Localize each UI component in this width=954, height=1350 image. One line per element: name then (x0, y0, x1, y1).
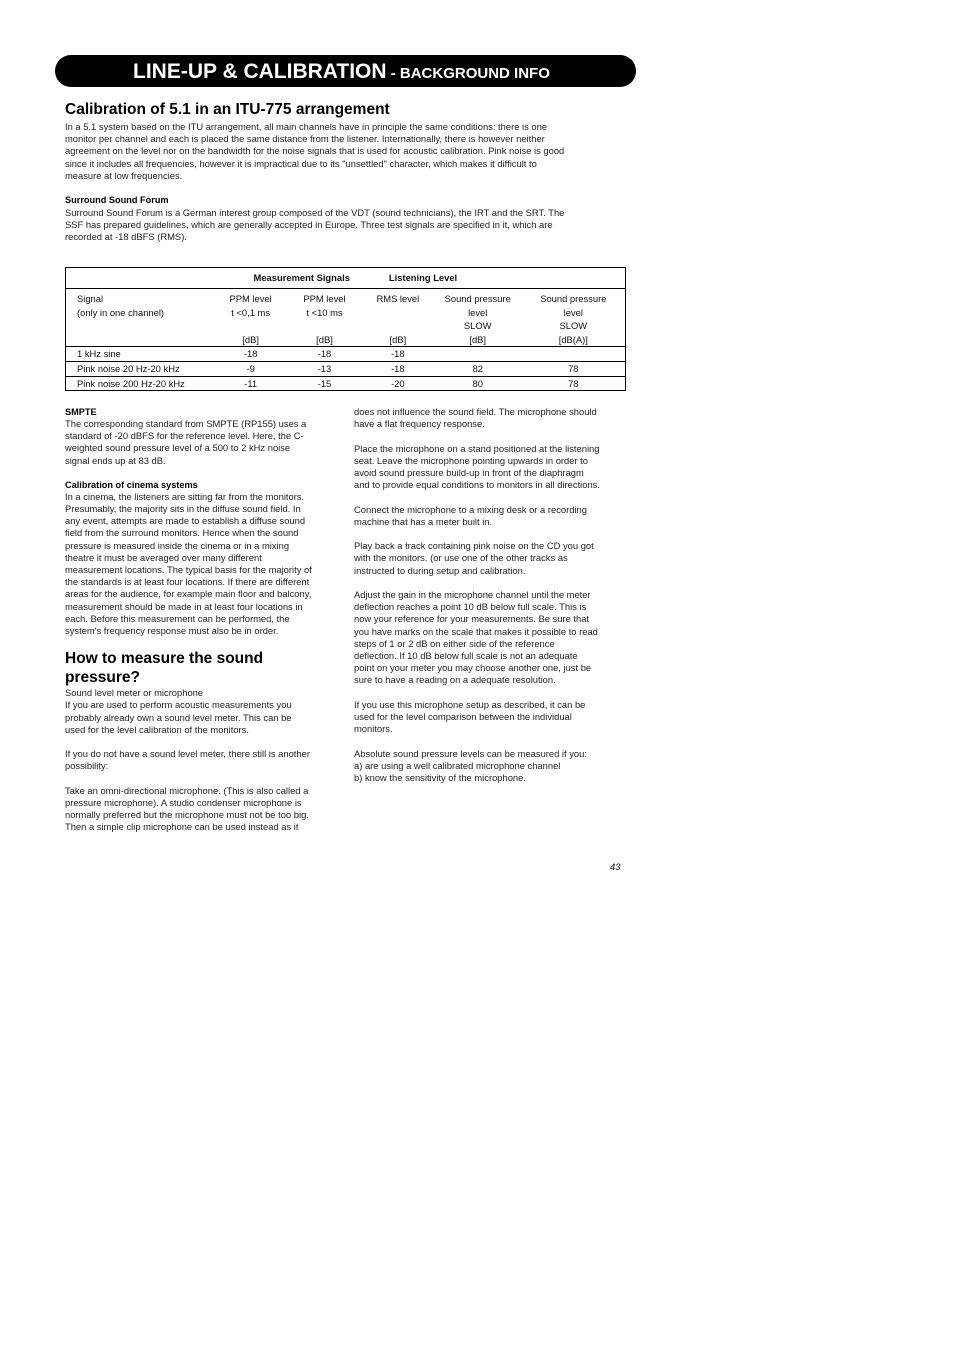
paragraph (65, 785, 340, 834)
left-column (65, 406, 340, 834)
paragraph (354, 699, 629, 736)
text-line: measure at low frequencies. (65, 169, 183, 181)
column-header (66, 319, 215, 333)
column-header: (only in one channel) (77, 306, 165, 318)
text-line: agreement on the level nor on the bandwidth for the noise signals that is used for acoustic calibration. Pink noise is good (65, 145, 565, 157)
section-cinema-text (65, 491, 340, 637)
paragraph (65, 687, 340, 736)
table-header-row (66, 289, 626, 306)
text-line: Take an omni-directional microphone. (This is also called a (65, 784, 309, 796)
text-line: Place the microphone on a stand positioned at the listening (354, 442, 600, 454)
section-smpte-text (65, 418, 340, 467)
section-itu-text (65, 121, 625, 182)
text-line: does not influence the sound field. The microphone should (354, 406, 597, 417)
text-line: now your reference for your measurements. Be sure that (354, 613, 590, 625)
table-cell: Pink noise 20 Hz-20 kHz (66, 361, 215, 376)
column-header (287, 319, 362, 333)
paragraph (65, 748, 340, 772)
text-line: any event, attempts are made to establish a diffuse sound (65, 515, 306, 527)
table-cell: -18 (287, 347, 362, 362)
text-line: you have marks on the scale that makes it possible to read (354, 625, 598, 637)
page-number: 43 (610, 861, 621, 872)
paragraph (354, 540, 629, 577)
text-line: monitors. (354, 723, 393, 735)
unit-cell: [dB] (287, 333, 362, 347)
table-cell: 82 (434, 361, 522, 376)
page-title-main: LINE-UP & CALIBRATION (133, 60, 387, 83)
table-header-row (66, 319, 626, 333)
text-line: system's frequency response must also be in order. (65, 625, 279, 637)
text-line: measurement locations. The typical basis for the majority of (65, 564, 312, 576)
text-line: machine that has a meter built in. (354, 515, 493, 527)
text-line: probably already own a sound level meter. This can be (65, 711, 292, 723)
text-line: and to provide equal conditions to monitors in all directions. (354, 479, 600, 491)
column-header (214, 319, 287, 333)
column-header: PPM level (229, 293, 272, 304)
unit-cell: [dB] (362, 333, 434, 347)
paragraph (354, 748, 629, 785)
column-header: Signal (77, 293, 104, 304)
table-cell (522, 347, 626, 362)
text-line: If you use this microphone setup as described, it can be (354, 698, 586, 710)
subheading-ssf: Surround Sound Forum (65, 195, 169, 205)
text-line: Surround Sound Forum is a German interest group composed of the VDT (sound technicians), the IRT and the SRT. The (65, 207, 565, 218)
text-line: the standards is at least four locations. If there are different (65, 576, 310, 588)
page-title-sub: - BACKGROUND INFO (386, 65, 550, 82)
text-line: used for the level comparison between the individual (354, 711, 572, 722)
text-line: measurement should be made in at least four locations in (65, 600, 303, 612)
table-header-row (66, 306, 626, 320)
text-line: avoid sound pressure build-up in front of the diaphragm (354, 467, 584, 478)
table-cell: -13 (287, 361, 362, 376)
table-cell: -18 (362, 347, 434, 362)
column-header: level (468, 306, 488, 318)
text-line: Presumably, the majority sits in the diffuse sound field. In (65, 503, 301, 515)
text-line: with the monitors. (or use one of the other tracks as (354, 552, 568, 564)
text-line: sure to have a reading on a adequate resolution. (354, 674, 556, 686)
text-line: SSF has prepared guidelines, which are generally accepted in Europe. Three test signals are specified in it, which are (65, 219, 553, 231)
column-header: SLOW (463, 320, 492, 332)
table-cell: 1 kHz sine (66, 347, 215, 362)
paragraph (354, 504, 629, 528)
text-line: b) know the sensitivity of the microphone. (354, 772, 526, 783)
text-line: weighted sound pressure level of a 500 to 2 kHz noise (65, 442, 291, 454)
paragraph (354, 589, 629, 687)
table-cell: 78 (522, 361, 626, 376)
unit-cell: [dB(A)] (522, 333, 626, 347)
table-cell: -11 (244, 377, 258, 389)
text-line: have a flat frequency response. (354, 418, 485, 430)
table-cell: -18 (214, 347, 287, 362)
page-title (133, 55, 550, 87)
table-row (66, 347, 626, 362)
column-header (362, 306, 434, 320)
column-header: PPM level (303, 293, 346, 304)
table-cell: -18 (362, 361, 434, 376)
text-line: each. Before this measurement can be performed, the (65, 612, 290, 624)
table-group-header-row (66, 268, 626, 289)
column-header: level (563, 306, 583, 318)
text-line: areas for the audience, for example main floor and balcony, (65, 588, 312, 600)
text-line: Sound level meter or microphone (65, 687, 204, 699)
subheading-cinema: Calibration of cinema systems (65, 479, 198, 490)
table-units-row (66, 333, 626, 347)
measurement-signals-table (65, 267, 626, 391)
text-line: steps of 1 or 2 dB on either side of the reference (354, 637, 555, 649)
table-cell: Pink noise 200 Hz-20 kHz (77, 377, 185, 389)
text-line: In a 5.1 system based on the ITU arrangement, all main channels have in principle the same conditions: there is one (65, 121, 548, 132)
group-header-measurement-signals: Measurement Signals (66, 268, 362, 289)
text-line: recorded at -18 dBFS (RMS). (65, 231, 187, 243)
text-line: Connect the microphone to a mixing desk or a recording (354, 503, 587, 515)
table-row (66, 361, 626, 376)
column-header: t <0,1 ms (231, 306, 271, 318)
subheading-smpte: SMPTE (65, 407, 97, 417)
unit-cell: [dB] (214, 333, 287, 347)
section-heading-measure (65, 649, 340, 687)
unit-cell: [dB] (434, 333, 522, 347)
heading-line: How to measure the sound (65, 650, 264, 668)
text-line: Absolute sound pressure levels can be measured if you: (354, 747, 587, 759)
table-cell: -20 (391, 377, 405, 389)
text-line: Play back a track containing pink noise on the CD you got (354, 540, 594, 552)
text-line: Adjust the gain in the microphone channel until the meter (354, 588, 591, 600)
text-line: pressure microphone). A studio condenser microphone is (65, 797, 302, 809)
text-line: monitor per channel and each is placed the same distance from the listener. Internationally, there is however neither (65, 133, 545, 145)
text-line: normally preferred but the microphone must not be too big. (65, 809, 309, 821)
heading-line: pressure? (65, 669, 140, 687)
section-measure-text (65, 687, 340, 833)
text-line: seat. Leave the microphone pointing upwards in order to (354, 454, 588, 466)
paragraph (354, 443, 629, 492)
text-line: In a cinema, the listeners are sitting far from the monitors. (65, 490, 305, 502)
text-line: deflection reaches a point 10 dB below full scale. This is (354, 601, 587, 613)
text-line: The corresponding standard from SMPTE (RP155) uses a (65, 418, 307, 429)
table-cell (434, 347, 522, 362)
unit-cell (66, 333, 215, 347)
table-row (66, 376, 626, 391)
column-header: RMS level (376, 293, 420, 304)
text-line: Then a simple clip microphone can be used instead as it (65, 821, 299, 833)
table-cell: -9 (214, 361, 287, 376)
column-header: Sound pressure (540, 293, 607, 304)
text-line: standard of -20 dBFS for the reference level. Here, the C- (65, 430, 304, 442)
paragraph (354, 406, 629, 430)
text-line: If you are used to perform acoustic measurements you (65, 699, 292, 711)
text-line: theatre it must be averaged over many different (65, 551, 262, 563)
text-line: point on your meter you may choose another one, just be (354, 662, 592, 674)
text-line: pressure is measured inside the cinema or in a mixing (65, 539, 290, 551)
table-cell: 80 (472, 377, 483, 389)
text-line: since it includes all frequencies, however it is impractical due to its "unsettled" character, which makes it difficult to (65, 157, 537, 169)
text-line: a) are using a well calibrated microphone channel (354, 759, 561, 771)
text-line: deflection. If 10 dB below full scale is not an adequate (354, 650, 578, 661)
text-line: If you do not have a sound level meter, there still is another (65, 748, 310, 760)
text-line: instructed to during setup and calibration. (354, 564, 526, 576)
title-banner (55, 55, 636, 87)
table-cell: -15 (317, 377, 332, 389)
column-header (362, 319, 434, 333)
text-line: used for the level calibration of the monitors. (65, 723, 249, 735)
group-header-listening-level: Listening Level (362, 268, 626, 289)
section-ssf-text (65, 207, 625, 244)
text-line: field from the surround monitors. Hence when the sound (65, 527, 299, 539)
text-line: signal ends up at 83 dB. (65, 454, 166, 466)
right-column (354, 406, 629, 784)
column-header: SLOW (559, 320, 588, 332)
column-header: t <10 ms (306, 306, 343, 318)
text-line: possibility: (65, 760, 109, 772)
table-cell: 78 (568, 377, 579, 389)
section-heading-itu: Calibration of 5.1 in an ITU-775 arrangement (65, 101, 390, 118)
column-header: Sound pressure (444, 293, 511, 304)
